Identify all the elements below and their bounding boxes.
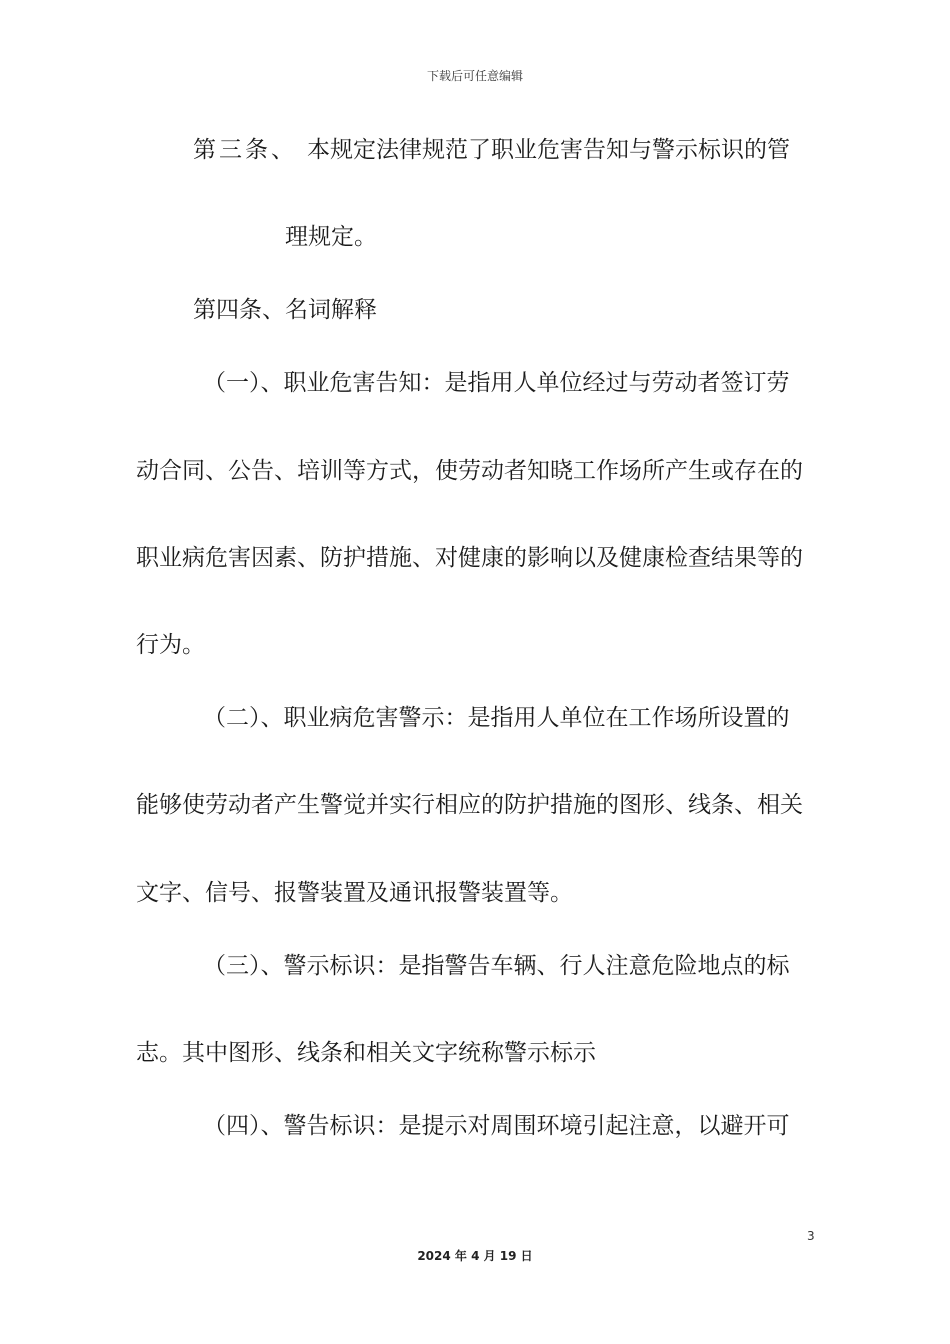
definition-1-line-4: 行为。	[136, 632, 205, 658]
article3-line-2: 理规定。	[285, 224, 377, 250]
definition-3-line-2: 志。其中图形、线条和相关文字统称警示标示	[136, 1040, 596, 1066]
footer-date: 2024 年 4 月 19 日	[417, 1249, 533, 1263]
definition-3-line-1: （三）、警示标识：是指警告车辆、行人注意危险地点的标	[203, 953, 790, 979]
page-header: 下载后可任意编辑	[426, 69, 523, 83]
article3-label: 第三条、	[193, 137, 297, 163]
definition-2-line-2: 能够使劳动者产生警觉并实行相应的防护措施的图形、线条、相关	[136, 792, 803, 818]
definition-4-line-1: （四）、警告标识：是提示对周围环境引起注意，以避开可	[203, 1113, 790, 1139]
article4-title: 第四条、名词解释	[193, 297, 377, 323]
definition-1-line-3: 职业病危害因素、防护措施、对健康的影响以及健康检查结果等的	[136, 545, 803, 571]
article3-line-1: 本规定法律规范了职业危害告知与警示标识的管	[307, 137, 790, 163]
definition-2-line-3: 文字、信号、报警装置及通讯报警装置等。	[136, 880, 573, 906]
definition-1-line-1: （一）、职业危害告知：是指用人单位经过与劳动者签订劳	[203, 370, 790, 396]
definition-1-line-2: 动合同、公告、培训等方式，使劳动者知晓工作场所产生或存在的	[136, 458, 803, 484]
definition-2-line-1: （二）、职业病危害警示：是指用人单位在工作场所设置的	[203, 705, 790, 731]
page-number: 3	[807, 1229, 815, 1243]
